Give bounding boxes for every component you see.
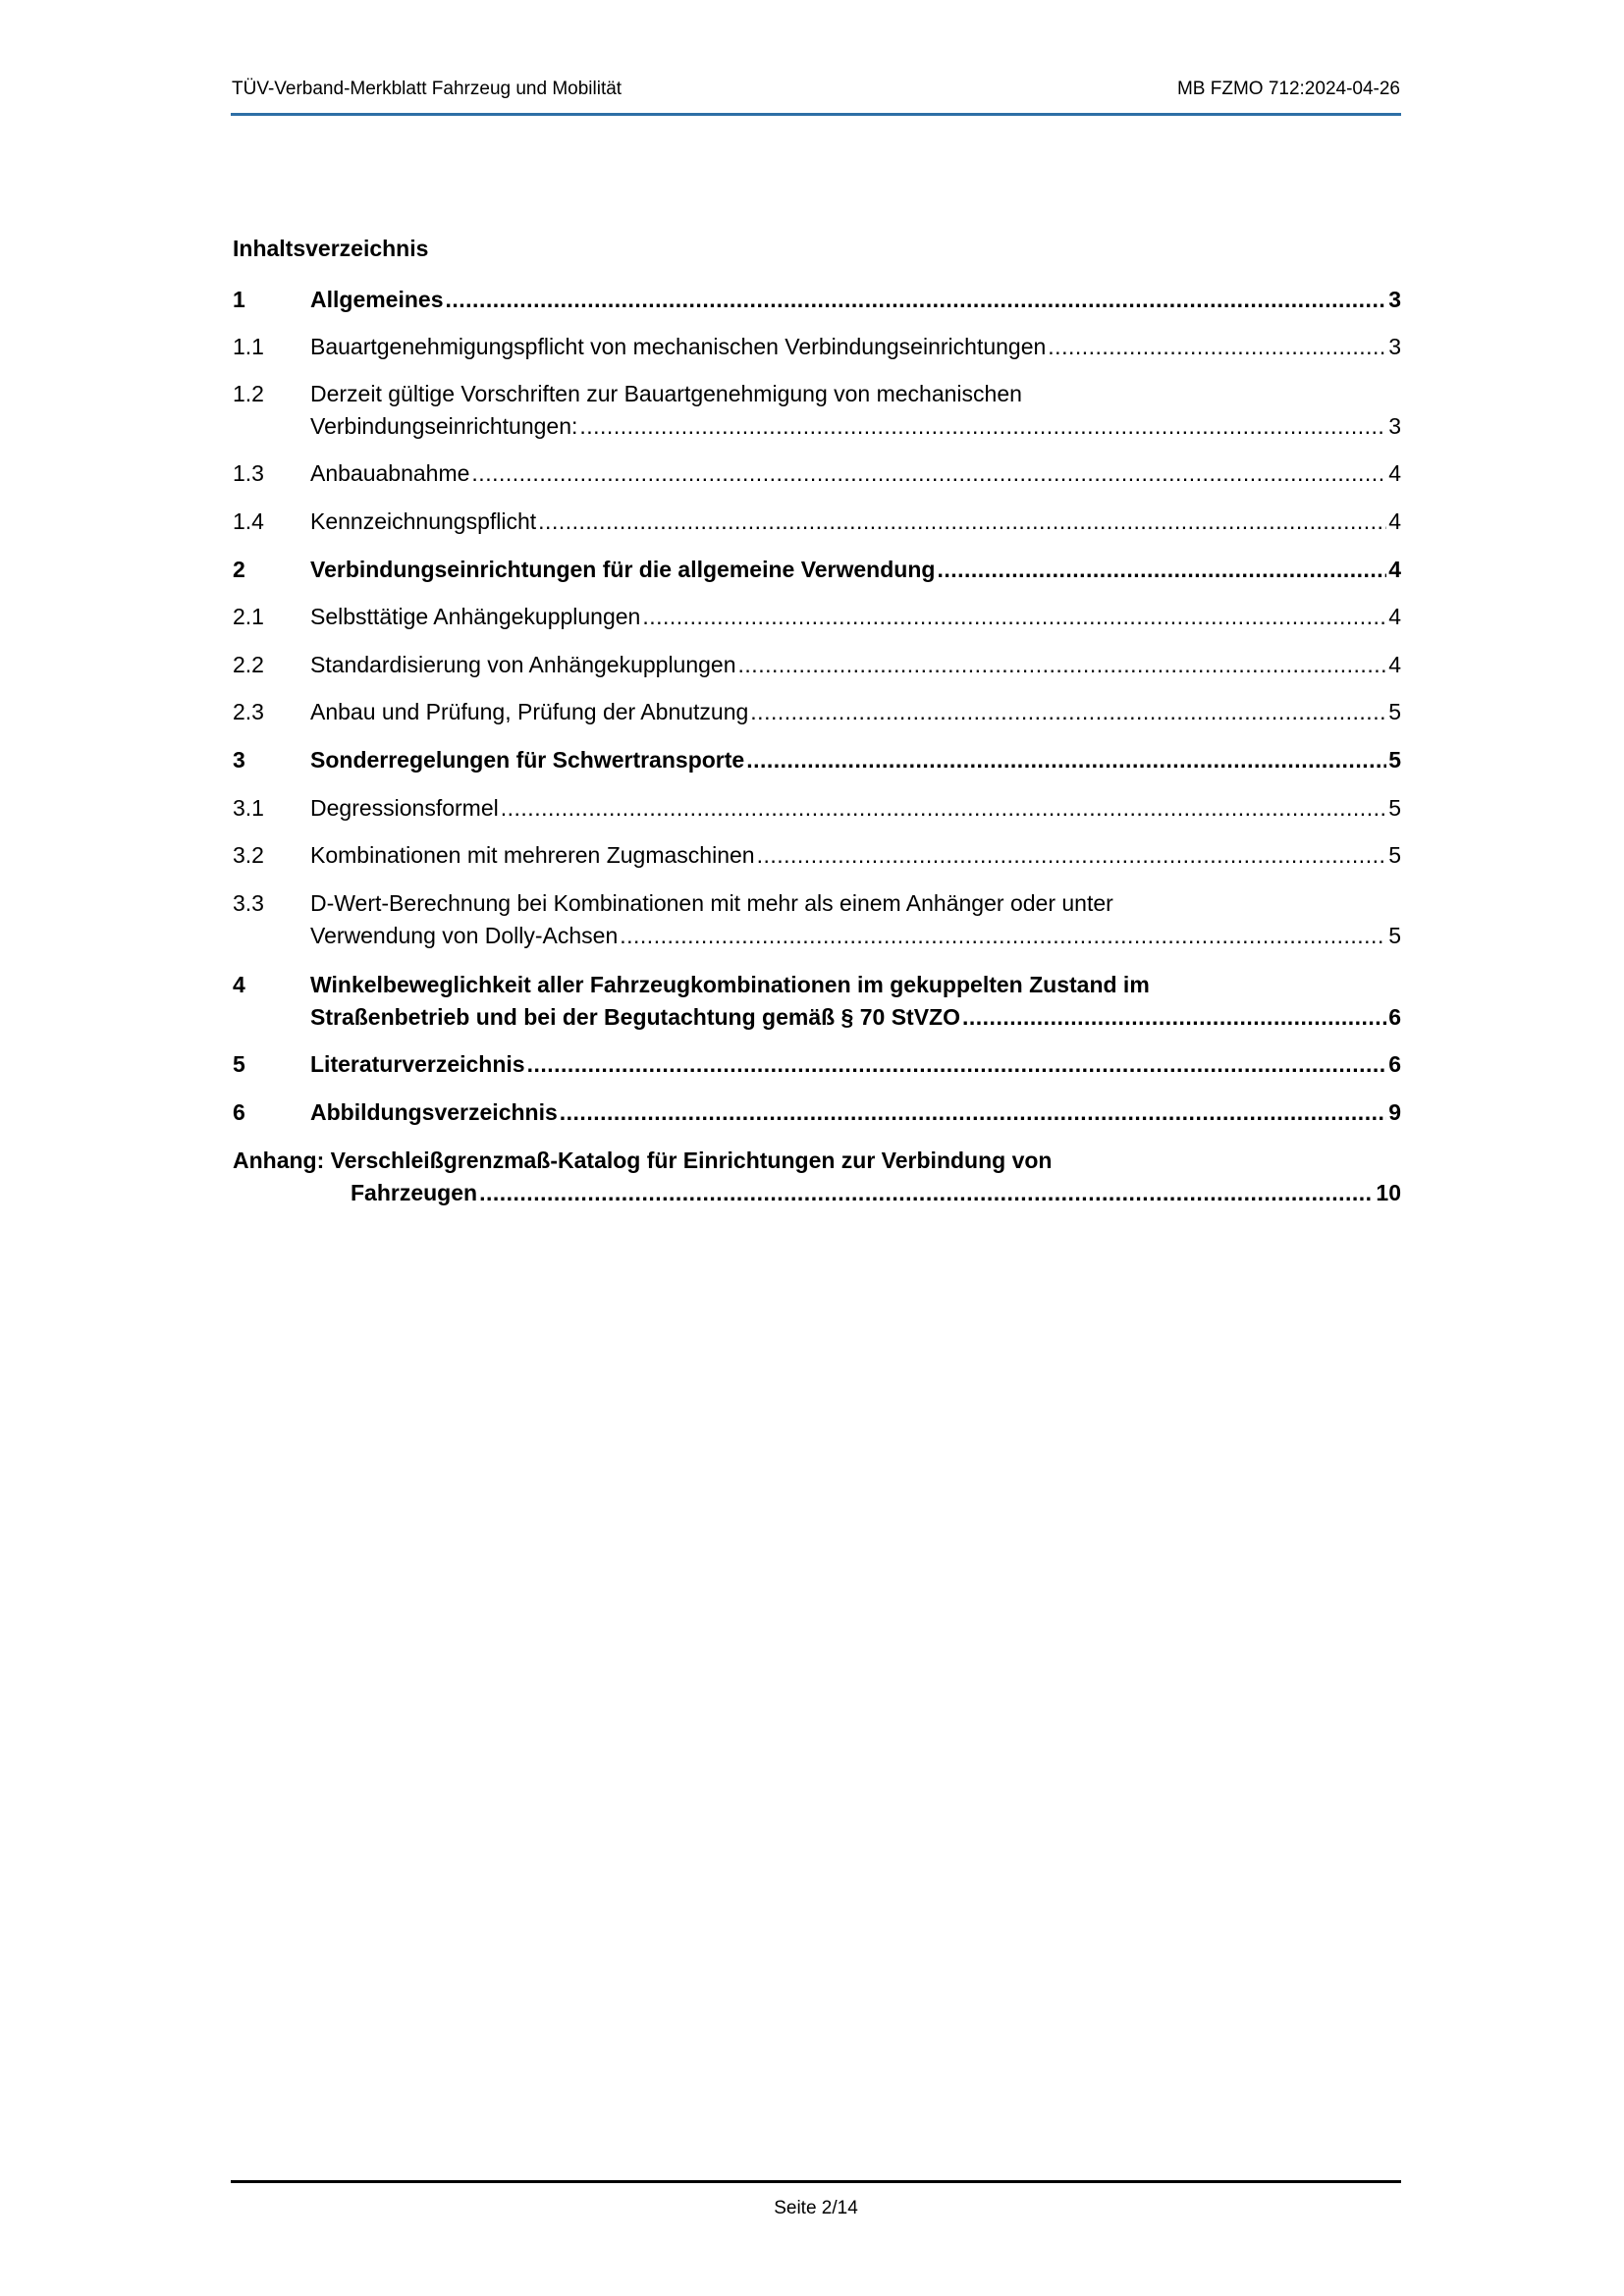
toc-entry-number: 1.4 bbox=[233, 508, 264, 534]
toc-entry-title-line: D-Wert-Berechnung bei Kombinationen mit mehr als einem Anhänger oder unter bbox=[310, 890, 1113, 916]
toc-entry-number: 3.1 bbox=[233, 795, 264, 821]
toc-entry[interactable] bbox=[233, 554, 1401, 586]
toc-entry-number: 3.2 bbox=[233, 842, 264, 868]
toc-entry-page: 4 bbox=[1388, 460, 1401, 486]
toc-entry[interactable] bbox=[233, 284, 1401, 316]
toc-entry[interactable] bbox=[233, 887, 1401, 952]
toc-entry-title-line: Derzeit gültige Vorschriften zur Bauartgenehmigung von mechanischen bbox=[310, 381, 1022, 406]
toc-entry-number: 3 bbox=[233, 747, 245, 773]
footer-divider bbox=[231, 2180, 1401, 2183]
appendix-title-continued: Fahrzeugen bbox=[351, 1180, 478, 1205]
toc-heading: Inhaltsverzeichnis bbox=[233, 236, 429, 261]
toc-entry[interactable] bbox=[233, 457, 1401, 490]
toc-entry-title: Kombinationen mit mehreren Zugmaschinen bbox=[310, 842, 755, 868]
toc-entry-title: Kennzeichnungspflicht bbox=[310, 508, 537, 534]
page-number: Seite 2/14 bbox=[774, 2198, 858, 2218]
toc-entry-title: Standardisierung von Anhängekupplungen bbox=[310, 652, 736, 677]
toc-entry[interactable] bbox=[233, 792, 1401, 825]
toc-entry-number: 2.3 bbox=[233, 699, 264, 724]
header-document-id: MB FZMO 712:2024-04-26 bbox=[1176, 79, 1400, 99]
toc-entry-page: 5 bbox=[1388, 747, 1401, 773]
toc-entry-title: Verwendung von Dolly-Achsen bbox=[310, 923, 619, 948]
dot-leader bbox=[750, 696, 1386, 728]
toc-entry-title: Anbau und Prüfung, Prüfung der Abnutzung bbox=[310, 699, 749, 724]
dot-leader bbox=[738, 649, 1387, 681]
toc-entry-appendix[interactable] bbox=[233, 1145, 1401, 1209]
toc-entry-number: 2 bbox=[233, 557, 245, 582]
toc-entry-page: 6 bbox=[1388, 1051, 1401, 1077]
toc-entry-page: 4 bbox=[1388, 652, 1401, 677]
toc-entry-title: Anbauabnahme bbox=[310, 460, 470, 486]
toc-entry[interactable] bbox=[233, 1048, 1401, 1081]
toc-entry-page: 5 bbox=[1388, 795, 1401, 821]
dot-leader bbox=[479, 1177, 1374, 1209]
toc-entry[interactable] bbox=[233, 839, 1401, 872]
toc-entry-page: 5 bbox=[1388, 842, 1401, 868]
toc-entry-number: 5 bbox=[233, 1051, 245, 1077]
toc-entry-page: 10 bbox=[1376, 1180, 1401, 1205]
dot-leader bbox=[501, 792, 1386, 825]
dot-leader bbox=[471, 457, 1386, 490]
dot-leader bbox=[757, 839, 1387, 872]
toc-entry-page: 5 bbox=[1388, 699, 1401, 724]
dot-leader bbox=[962, 1001, 1386, 1034]
toc-entry-page: 3 bbox=[1388, 413, 1401, 439]
header-document-series: TÜV-Verband-Merkblatt Fahrzeug und Mobilität bbox=[232, 79, 623, 99]
toc-entry-page: 3 bbox=[1388, 287, 1401, 312]
toc-entry-page: 4 bbox=[1388, 508, 1401, 534]
toc-entry[interactable] bbox=[233, 969, 1401, 1034]
dot-leader bbox=[1048, 331, 1386, 363]
toc-entry-page: 4 bbox=[1388, 604, 1401, 629]
toc-entry-number: 4 bbox=[233, 972, 245, 997]
toc-entry[interactable] bbox=[233, 331, 1401, 363]
dot-leader bbox=[746, 744, 1386, 776]
toc-entry-page: 3 bbox=[1388, 334, 1401, 359]
toc-entry-title: Selbsttätige Anhängekupplungen bbox=[310, 604, 641, 629]
toc-entry-number: 1.1 bbox=[233, 334, 264, 359]
toc-entry-title: Sonderregelungen für Schwertransporte bbox=[310, 747, 745, 773]
dot-leader bbox=[642, 601, 1386, 633]
toc-entry-page: 9 bbox=[1388, 1099, 1401, 1125]
toc-entry-number: 2.2 bbox=[233, 652, 264, 677]
appendix-title: Verschleißgrenzmaß-Katalog für Einrichtungen zur Verbindung von bbox=[330, 1148, 1053, 1173]
toc-entry-title: Literaturverzeichnis bbox=[310, 1051, 525, 1077]
header-divider bbox=[231, 113, 1401, 116]
toc-entry[interactable] bbox=[233, 1096, 1401, 1129]
toc-entry[interactable] bbox=[233, 649, 1401, 681]
toc-entry[interactable] bbox=[233, 378, 1401, 443]
appendix-label: Anhang: bbox=[233, 1148, 325, 1173]
dot-leader bbox=[620, 920, 1386, 952]
dot-leader bbox=[538, 506, 1386, 538]
toc-entry-title: Straßenbetrieb und bei der Begutachtung gemäß § 70 StVZO bbox=[310, 1004, 960, 1030]
toc-entry-number: 1.2 bbox=[233, 381, 264, 406]
dot-leader bbox=[446, 284, 1387, 316]
toc-entry[interactable] bbox=[233, 601, 1401, 633]
toc-entry[interactable] bbox=[233, 506, 1401, 538]
toc-entry-title: Verbindungseinrichtungen für die allgemeine Verwendung bbox=[310, 557, 936, 582]
toc-entry-title: Bauartgenehmigungspflicht von mechanischen Verbindungseinrichtungen bbox=[310, 334, 1047, 359]
toc-entry-page: 6 bbox=[1388, 1004, 1401, 1030]
toc-entry-title-line bbox=[233, 1145, 1401, 1177]
toc-entry[interactable] bbox=[233, 744, 1401, 776]
toc-entry-number: 3.3 bbox=[233, 890, 264, 916]
toc-entry-number: 1.3 bbox=[233, 460, 264, 486]
toc-entry-title: Allgemeines bbox=[310, 287, 444, 312]
dot-leader bbox=[560, 1096, 1386, 1129]
toc-entry-page: 4 bbox=[1388, 557, 1401, 582]
page-header bbox=[232, 75, 1400, 104]
toc-entry-page: 5 bbox=[1388, 923, 1401, 948]
toc-entry-title: Verbindungseinrichtungen: bbox=[310, 413, 578, 439]
dot-leader bbox=[579, 410, 1386, 443]
dot-leader bbox=[937, 554, 1386, 586]
toc-entry-number: 6 bbox=[233, 1099, 245, 1125]
toc-entry-title: Abbildungsverzeichnis bbox=[310, 1099, 558, 1125]
toc-entry-title-line: Winkelbeweglichkeit aller Fahrzeugkombinationen im gekuppelten Zustand im bbox=[310, 972, 1150, 997]
toc-entry[interactable] bbox=[233, 696, 1401, 728]
toc-entry-title: Degressionsformel bbox=[310, 795, 499, 821]
dot-leader bbox=[527, 1048, 1387, 1081]
toc-entry-number: 1 bbox=[233, 287, 245, 312]
toc-entry-number: 2.1 bbox=[233, 604, 264, 629]
